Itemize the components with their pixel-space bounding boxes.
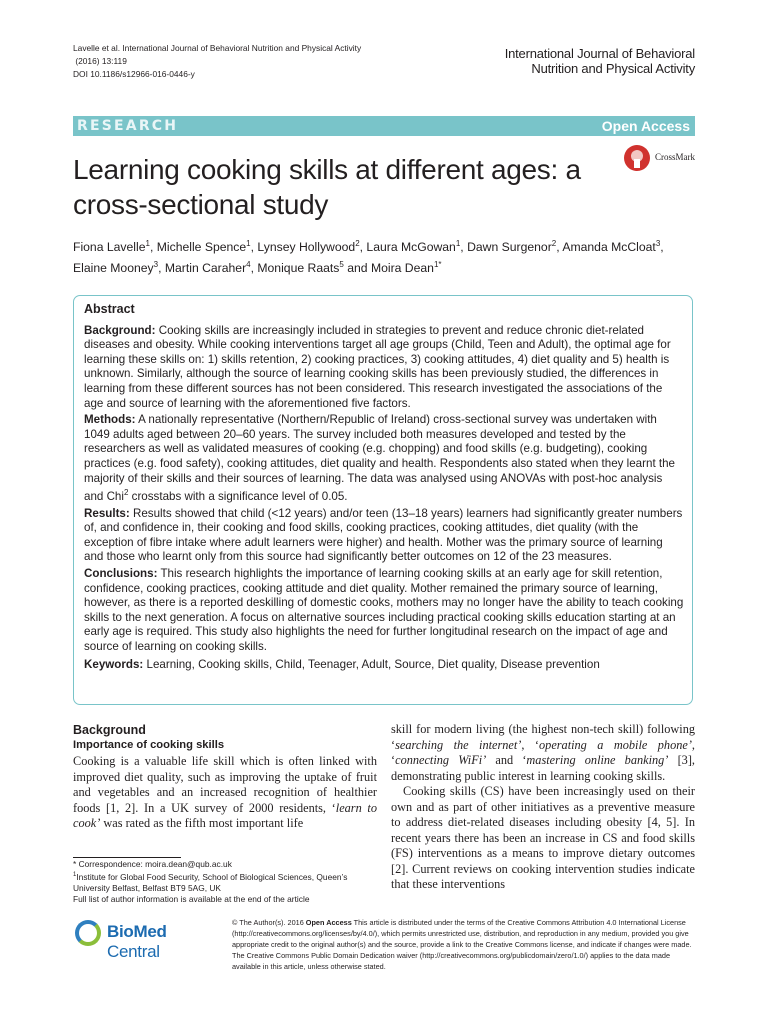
author-affiliation-sup: 5 xyxy=(339,260,344,270)
author-list: Fiona Lavelle$^1$, Michelle Spence$^1$, Lynsey Hollywood$^2$, Laura McGowan$^1$, Dawn Surgenor$^2$, Amanda McCloat$^3$, Elaine Mooney$^3$, Martin Caraher$^4$, Monique Raats$^5$ and Moira Dean$^{1*}$ xyxy=(73,239,664,276)
abstract-keywords-text: Learning, Cooking skills, Child, Teenager, Adult, Source, Diet quality, Disease prevention xyxy=(143,657,600,671)
abstract-methods xyxy=(84,413,684,504)
open-access-label: Open Access xyxy=(601,118,690,134)
author-affiliation-sup: 3 xyxy=(153,260,159,270)
author-name: Michelle Spence xyxy=(156,240,247,255)
abstract-results-label: Results: xyxy=(84,506,130,520)
crossmark-label: CrossMark xyxy=(655,152,695,162)
publisher-name xyxy=(107,922,223,962)
author-affiliation-sup: 4 xyxy=(246,260,251,270)
separator: and ‘ xyxy=(486,753,527,767)
citation-block xyxy=(73,42,361,81)
author-name: Amanda McCloat xyxy=(562,240,656,255)
abstract-methods-label: Methods: xyxy=(84,413,136,427)
affiliation-text: Institute for Global Food Security, School of Biological Sciences, Queen’s University Belfast, Belfast BT9 5AG, UK xyxy=(73,871,348,893)
body-text-end: was rated as the fifth most important life xyxy=(100,816,304,830)
abstract-results xyxy=(84,507,684,565)
quote-banking: mastering online banking’ xyxy=(526,753,669,767)
footnotes xyxy=(73,859,377,905)
citation-volume: (2016) 13:119 xyxy=(73,56,127,66)
author-name: Elaine Mooney xyxy=(73,261,154,276)
publisher-name-bold: BioMed xyxy=(107,922,167,941)
body-paragraph-1-cont xyxy=(391,722,695,784)
author-name: Moira Dean xyxy=(370,261,434,276)
body-paragraph-1 xyxy=(73,754,377,832)
abstract-keywords-label: Keywords: xyxy=(84,657,144,671)
body-italic-quote: learn to cook’ xyxy=(73,800,377,830)
separator: , ‘ xyxy=(521,737,540,752)
quote-wifi: connecting WiFi’ xyxy=(395,753,487,767)
crossmark-icon xyxy=(624,145,650,171)
abstract-background-text: Cooking skills are increasingly included in strategies to prevent and reduce chronic diet-related diseases and obesity. While cooking interventions target all age groups (Child, Teen and Adult), the optimal age for learning these skills on: 1) skills retention, 2) cooking practices, 3) cooking attitudes, 4) diet quality and 5) health is unknown. Similarly, although the source of learning cooking skills has been previously studied, the differences in learning from these different sources has not been considered. This research investigated the associations of the age and source of learning with the aforementioned five factors. xyxy=(84,323,671,410)
article-title: Learning cooking skills at different ages: a cross-sectional study xyxy=(73,154,581,220)
author-affiliation-sup: 1 xyxy=(455,239,461,248)
correspondence: * Correspondence: moira.dean@qub.ac.uk xyxy=(73,859,232,869)
body-text: skill for modern living (the highest non-tech skill) following ‘ xyxy=(391,722,695,752)
author-name: Fiona Lavelle xyxy=(73,240,146,255)
journal-name xyxy=(505,46,695,76)
section-banner xyxy=(73,116,695,136)
publisher-name-regular: Central xyxy=(107,942,160,961)
author-affiliation-sup: 2 xyxy=(551,239,557,248)
author-affiliation-sup: 3 xyxy=(655,239,661,248)
section-label: RESEARCH xyxy=(77,118,179,134)
abstract-conclusions xyxy=(84,567,684,655)
chi-square-superscript: 2 xyxy=(123,488,129,498)
abstract-heading: Abstract xyxy=(84,302,135,316)
author-affiliation-sup: 1 xyxy=(145,239,150,248)
author-affiliation-sup: 2 xyxy=(355,239,360,248)
license-text xyxy=(232,917,696,972)
body-text-end: [3], demonstrating public interest in learning cooking skills. xyxy=(391,753,695,783)
author-affiliation-sup: 1 xyxy=(246,239,251,248)
abstract-background xyxy=(84,324,684,412)
author-joiner: and xyxy=(347,261,368,276)
author-name: Lynsey Hollywood xyxy=(257,240,356,255)
author-name: Dawn Surgenor xyxy=(467,240,552,255)
citation-journal: Lavelle et al. International Journal of Behavioral Nutrition and Physical Activity xyxy=(73,43,362,53)
abstract-conclusions-text: This research highlights the importance of learning cooking skills at an early age for skill retention, confidence, cooking practices, cooking attitude and diet quality. Mother remained the primary source of learning, however, as there is a reported deskilling of domestic cooks, mothers may no longer have the ability to teach cooking skills to the next generation. A focus on alternative sources including practical cooking skills education starting at an early age is required. This study also highlights the need for further longitudinal research on the impact of age and source of learning on cooking skills. xyxy=(84,566,684,653)
subsection-heading: Importance of cooking skills xyxy=(73,739,225,751)
affiliation-sup: 1 xyxy=(73,872,77,878)
separator: , ‘ xyxy=(391,737,695,767)
abstract-keywords xyxy=(84,658,684,673)
abstract-methods-text: A nationally representative (Northern/Republic of Ireland) cross-sectional survey was undertaken with 1049 adults aged between 20–60 years. The survey included both measures developed and tested by the researchers as well as validated measures of cooking (e.g. chopping) and food skills (e.g. budgeting), cooking practices (e.g. food safety), cooking attitudes, diet quality and health. Respondents also stated when they learnt the majority of their skills and their sources of learning. The data was analysed using ANOVAs with post-hoc analysis and Chi xyxy=(84,413,675,503)
crossmark-badge[interactable] xyxy=(622,143,702,175)
journal-name-line1: International Journal of Behavioral xyxy=(504,46,695,61)
author-name: Laura McGowan xyxy=(366,240,456,255)
body-paragraph-2: Cooking skills (CS) have been increasingly used on their own and as part of other initiatives as a preventive measure to address diet-related diseases including obesity [4, 5]. In recent years there has been an increase in CS and food skills (FS) interventions as a means to improve dietary outcomes [2]. Current reviews on cooking intervention studies indicate that these interventions xyxy=(391,784,695,891)
journal-name-line2: Nutrition and Physical Activity xyxy=(531,61,695,76)
quote-internet: searching the internet’ xyxy=(395,737,522,752)
citation-doi: DOI 10.1186/s12966-016-0446-y xyxy=(73,69,195,79)
section-heading-background: Background xyxy=(73,723,146,737)
author-name: Martin Caraher xyxy=(164,261,247,276)
author-affiliation-sup: 1* xyxy=(433,260,442,270)
biomed-central-icon xyxy=(75,920,101,946)
body-left-column xyxy=(73,722,377,832)
footnote-rule xyxy=(73,857,181,858)
body-right-column xyxy=(391,722,695,893)
abstract-methods-text-end: crosstabs with a significance level of 0.05. xyxy=(128,489,348,503)
abstract-box xyxy=(73,295,693,705)
body-text: Cooking is a valuable life skill which is often linked with improved diet quality, such as improving the uptake of fruit and vegetables and an increased recognition of healthier foods [1, 2]. In a UK survey of 2000 residents, ‘ xyxy=(73,754,377,815)
license-copyright: © The Author(s). 2016 xyxy=(232,918,306,927)
biomed-central-logo xyxy=(73,917,223,961)
abstract-conclusions-label: Conclusions: xyxy=(84,566,158,580)
author-name: Monique Raats xyxy=(257,261,340,276)
abstract-background-label: Background: xyxy=(84,323,156,337)
license-open-access: Open Access xyxy=(305,918,352,927)
license-body: This article is distributed under the terms of the Creative Commons Attribution 4.0 International License (http://creativecommons.org/licenses/by/4.0/), which permits unrestricted use, distribution, and reproduction in any medium, provided you give appropriate credit to the original author(s) and the source, provide a link to the Creative Commons license, and indicate if changes were made. The Creative Commons Public Domain Dedication waiver (http://creativecommons.org/publicdomain/zero/1.0/) applies to the data made available in this article, unless otherwise stated. xyxy=(232,918,692,972)
affiliation xyxy=(73,870,377,894)
full-author-info: Full list of author information is available at the end of the article xyxy=(73,893,310,904)
quote-mobile: operating a mobile phone’ xyxy=(539,737,692,752)
abstract-results-text: Results showed that child (<12 years) and/or teen (13–18 years) learners had significantly greater numbers of, and confidence in, their cooking and food skills, cooking practices, cooking attitudes, diet quality (with the exception of fibre intake where adult learners were higher) and health. Mother was the primary source of learning and those who learnt only from this source had significantly better outcomes on 12 of the 23 measures. xyxy=(84,506,683,564)
